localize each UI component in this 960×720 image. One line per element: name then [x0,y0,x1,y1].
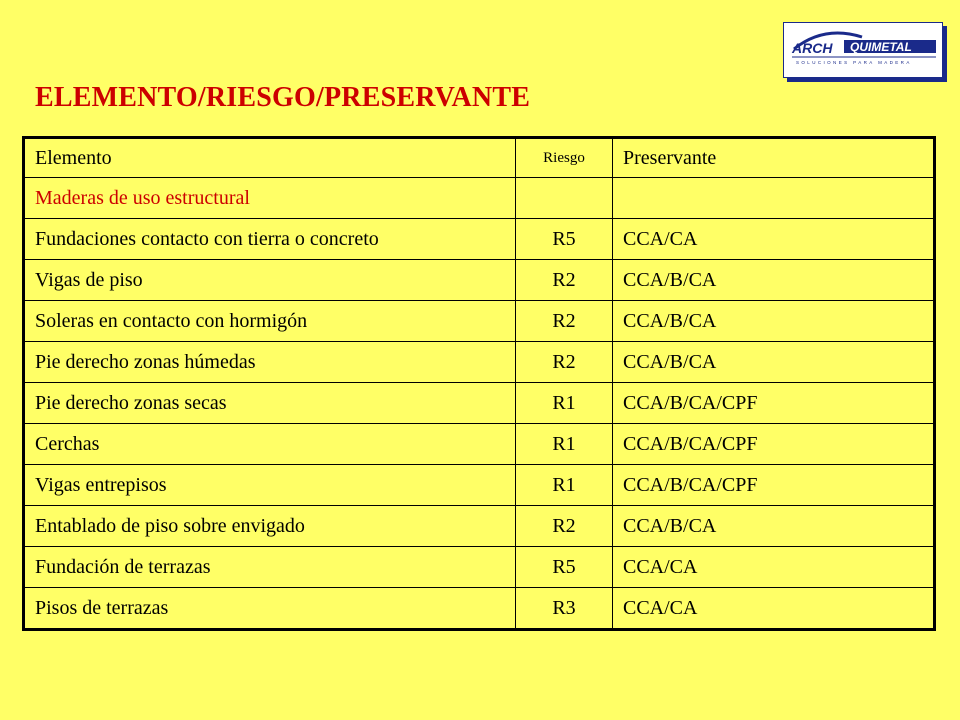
cell-riesgo: R3 [516,588,613,630]
logo-left-text: ARCH [792,40,833,56]
header-elemento: Elemento [24,138,516,178]
cell-elemento: Vigas entrepisos [24,465,516,506]
cell-riesgo: R5 [516,547,613,588]
cell-riesgo: R1 [516,465,613,506]
cell-riesgo: R1 [516,383,613,424]
preservative-table [22,136,936,631]
table-row [24,465,935,506]
cell-preservante: CCA/B/CA/CPF [613,383,935,424]
logo-graphic [784,23,944,79]
cell-preservante: CCA/B/CA [613,301,935,342]
section-riesgo-empty [516,178,613,219]
cell-preservante: CCA/B/CA/CPF [613,424,935,465]
cell-preservante: CCA/CA [613,219,935,260]
table-row [24,506,935,547]
cell-preservante: CCA/B/CA [613,506,935,547]
cell-riesgo: R5 [516,219,613,260]
logo-tagline: SOLUCIONES PARA MADERA [796,60,912,65]
section-preservante-empty [613,178,935,219]
table-row [24,547,935,588]
cell-elemento: Pisos de terrazas [24,588,516,630]
cell-elemento: Cerchas [24,424,516,465]
cell-riesgo: R1 [516,424,613,465]
table-row [24,383,935,424]
table-row [24,424,935,465]
cell-preservante: CCA/CA [613,547,935,588]
table-header-row [24,138,935,178]
cell-elemento: Fundación de terrazas [24,547,516,588]
cell-preservante: CCA/B/CA [613,260,935,301]
cell-elemento: Fundaciones contacto con tierra o concreto [24,219,516,260]
cell-elemento: Entablado de piso sobre envigado [24,506,516,547]
cell-elemento: Pie derecho zonas húmedas [24,342,516,383]
cell-elemento: Soleras en contacto con hormigón [24,301,516,342]
cell-preservante: CCA/CA [613,588,935,630]
table-row [24,342,935,383]
table-row [24,588,935,630]
cell-preservante: CCA/B/CA/CPF [613,465,935,506]
table-row [24,219,935,260]
section-label: Maderas de uso estructural [24,178,516,219]
cell-riesgo: R2 [516,260,613,301]
table-row [24,260,935,301]
arch-quimetal-logo [783,22,943,78]
logo-right-text: QUIMETAL [850,40,912,54]
table-row [24,301,935,342]
page-title: ELEMENTO/RIESGO/PRESERVANTE [35,82,531,113]
header-riesgo: Riesgo [516,138,613,178]
cell-riesgo: R2 [516,342,613,383]
cell-elemento: Pie derecho zonas secas [24,383,516,424]
cell-preservante: CCA/B/CA [613,342,935,383]
section-row [24,178,935,219]
cell-riesgo: R2 [516,301,613,342]
cell-riesgo: R2 [516,506,613,547]
cell-elemento: Vigas de piso [24,260,516,301]
header-preservante: Preservante [613,138,935,178]
